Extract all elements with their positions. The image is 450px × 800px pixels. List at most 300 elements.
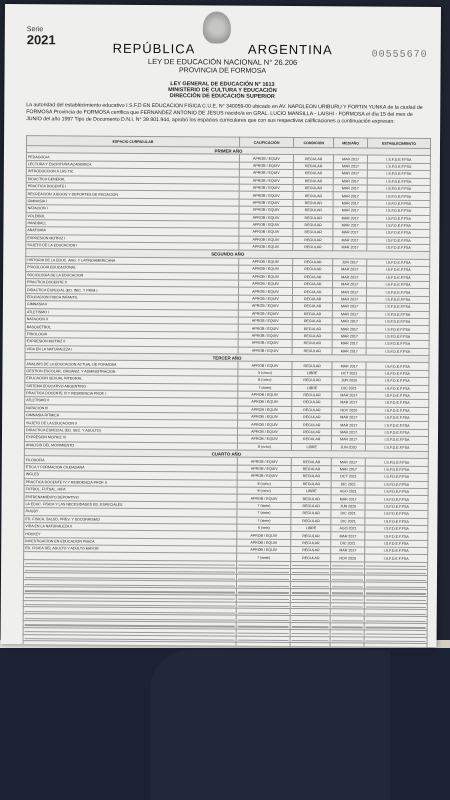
table-cell: REGULAR <box>293 295 333 303</box>
table-cell: I.S.F.D.E.F.FSA <box>367 244 430 252</box>
table-cell: MAR 2017 <box>333 318 367 326</box>
table-cell: APROB / EQUIV <box>238 339 292 347</box>
cancel-line <box>238 585 289 587</box>
table-cell: APROB / EQUIV <box>237 428 291 436</box>
table-cell: NATACION I <box>26 205 239 214</box>
table-cell: INTRODUCCION A LAS TIC <box>26 168 239 177</box>
cancel-line <box>237 633 288 635</box>
table-cell: APROB / EQUIV <box>239 169 293 177</box>
table-cell: 7 (siete) <box>237 502 291 510</box>
table-cell: 5 (cinco) <box>238 369 292 377</box>
table-cell: I.S.F.D.E.F.FSA <box>365 555 428 563</box>
section-title: CUARTO AÑO <box>24 449 428 459</box>
table-cell: REGULAR <box>292 391 332 399</box>
table-cell: FILOSOFIA <box>24 456 237 465</box>
table-cell: APROB / EQUIV <box>238 280 292 288</box>
table-cell: ATLETISMO II <box>25 397 238 406</box>
table-cell: REGULAR <box>291 473 331 481</box>
cancel-line <box>238 565 289 567</box>
table-cell: REGULAR <box>292 362 332 370</box>
table-cell: VIDA EN LA NATURALEZA II <box>24 523 237 532</box>
table-cell: I.S.F.D.E.F.FSA <box>367 215 430 223</box>
cancel-line <box>366 634 426 636</box>
table-cell: FUTBOL, FUTSAL, HIFA <box>24 486 237 495</box>
table-cell: I.S.F.D.E.F.FSA <box>367 200 430 208</box>
table-cell: REGULAR <box>291 554 331 562</box>
cancel-line <box>238 626 289 628</box>
table-cell: SUJETO DE LA EDUCACION I <box>26 242 239 251</box>
table-cell: MAR 2017 <box>332 421 366 429</box>
table-cell: APROB / EQUIV <box>237 472 291 480</box>
table-cell: I.S.F.D.E.F.FSA <box>367 281 430 289</box>
table-cell: MAR 2017 <box>332 414 366 422</box>
table-cell: I.S.F.D.E.F.FSA <box>367 259 430 267</box>
national-crest-icon <box>203 11 231 43</box>
table-cell: MAR 2017 <box>333 296 367 304</box>
table-cell: APROB / EQUIV <box>238 361 292 369</box>
table-cell: REGULAR <box>293 303 333 311</box>
table-cell: ENTRENAMIENTO DEPORTIVO <box>24 493 237 502</box>
table-cell: I.S.F.D.E.F.FSA <box>367 192 430 200</box>
table-cell: PRACTICA DOCENTE I <box>26 183 239 192</box>
table-cell: APROB / EQUIV <box>238 325 292 333</box>
table-cell: APROB / EQUIV <box>237 458 291 466</box>
table-cell: 8 (ocho) <box>237 443 291 451</box>
table-cell: I.S.F.D.E.F.FSA <box>366 303 429 311</box>
table-cell: APROB / EQUIV <box>238 310 292 318</box>
table-cell: REGULAR <box>291 539 331 547</box>
section-title: SEGUNDO AÑO <box>26 249 430 259</box>
table-cell: I.S.F.D.E.F.FSA <box>366 333 429 341</box>
table-cell: APROB / EQUIV <box>237 435 291 443</box>
table-cell: REGULAR <box>293 281 333 289</box>
table-cell: 7 (siete) <box>237 517 291 525</box>
cancel-line <box>332 627 363 628</box>
cancel-line <box>292 626 329 627</box>
table-cell: REGULAR <box>292 310 332 318</box>
country-left: REPÚBLICA <box>112 40 196 57</box>
table-cell: ED. FISICA, SALUD, PREV. Y SOCORRISMO <box>24 515 237 524</box>
table-cell: MAR 2017 <box>333 266 367 274</box>
table-cell: GIMNASIA I <box>26 197 239 206</box>
cancel-line <box>292 592 329 593</box>
table-cell: I.S.F.D.E.F.FSA <box>367 222 430 230</box>
table-cell: PRACTICA DOCENTE II <box>26 279 239 288</box>
table-cell: GIMNASIA RITMICA <box>25 412 238 421</box>
table-cell: MAR 2017 <box>333 281 367 289</box>
table-cell: HOCKEY <box>24 530 237 539</box>
cancel-line <box>332 606 363 607</box>
col-header: ESTABLECIMIENTO <box>367 138 430 148</box>
section-title: PRIMER AÑO <box>26 146 430 156</box>
table-cell: MAR 2017 <box>333 236 367 244</box>
table-cell: APROB / EQUIV <box>238 302 292 310</box>
col-header: CONDICIÓN <box>294 138 334 148</box>
table-cell: I.S.F.D.E.F.FSA <box>366 370 429 378</box>
table-cell: REGULAR <box>292 421 332 429</box>
cancel-line <box>292 606 329 607</box>
table-cell: ANALISIS DE LA EDUCACION ACTUAL DE FORMOSA <box>25 360 238 369</box>
table-cell: REGULAR <box>293 184 333 192</box>
table-cell: I.S.F.D.E.F.FSA <box>367 163 430 171</box>
table-cell: AGO 2021 <box>331 525 365 533</box>
table-cell: I.S.F.D.E.F.FSA <box>366 318 429 326</box>
table-cell: I.S.F.D.E.F.FSA <box>365 503 428 511</box>
table-cell: I.S.F.D.E.F.FSA <box>365 429 428 437</box>
table-cell: MAR 2017 <box>333 207 367 215</box>
table-cell: PEDAGOGIA <box>26 153 239 162</box>
table-cell: APROB / EQUIV <box>238 265 292 273</box>
table-cell: REGULAR <box>291 502 331 510</box>
table-cell: REGULAR <box>292 325 332 333</box>
table-cell: APROB / EQUIV <box>238 288 292 296</box>
directorate: DIRECCIÓN DE EDUCACIÓN SUPERIOR <box>169 93 275 100</box>
table-cell: EXPRESION MOTRIZ I <box>26 234 239 243</box>
table-cell: I.S.F.D.E.F.FSA <box>366 348 429 356</box>
table-cell: I.S.F.D.E.F.FSA <box>366 325 429 333</box>
table-cell: SOCIOLOGIA DE LA EDUCACION <box>26 271 239 280</box>
table-cell: MAR 2017 <box>332 429 366 437</box>
table-cell: I.S.F.D.E.F.FSA <box>365 458 428 466</box>
table-cell: I.S.F.D.E.F.FSA <box>365 547 428 555</box>
table-cell: SUJETO DE LA EDUCACION II <box>25 419 238 428</box>
table-cell: I.S.F.D.E.F.FSA <box>366 421 429 429</box>
table-cell: APROB / EQUIV <box>239 206 293 214</box>
table-cell: NATACION III <box>25 404 238 413</box>
table-cell: GESTION ESCOLAR, ORGANIZ. Y ADMINISTRACION <box>25 367 238 376</box>
blank-cell <box>364 643 427 647</box>
cancel-line <box>366 573 426 575</box>
table-cell: I.S.F.D.E.F.FSA <box>367 207 430 215</box>
table-cell: INVESTIGACION EN EDUCACION FISICA <box>24 537 237 546</box>
table-cell: APROB / EQUIV <box>239 258 293 266</box>
table-cell: MAR 2017 <box>333 310 367 318</box>
table-cell: OCT 2021 <box>332 370 366 378</box>
table-cell: APROB / EQUIV <box>239 214 293 222</box>
table-cell: MAR 2017 <box>332 458 366 466</box>
table-cell: I.S.F.D.E.F.FSA <box>366 362 429 370</box>
table-cell: I.S.F.D.E.F.FSA <box>366 399 429 407</box>
table-cell: 7 (siete) <box>238 384 292 392</box>
cancel-line <box>366 566 426 568</box>
table-cell: DIC 2021 <box>331 539 365 547</box>
table-cell: NOV 2020 <box>332 406 366 414</box>
table-cell: RUGBY <box>24 508 237 517</box>
table-cell: APROB / EQUIV <box>239 184 293 192</box>
cancel-line <box>366 593 426 595</box>
table-cell: REGULAR <box>291 517 331 525</box>
law-title: LEY DE EDUCACIÓN NACIONAL N° 26.206 <box>147 56 298 68</box>
table-cell: 7 (siete) <box>236 554 290 562</box>
table-cell: FISIOLOGIA <box>25 330 238 339</box>
table-cell: APROB / EQUIV <box>237 413 291 421</box>
serial-number: 00555670 <box>371 49 428 61</box>
cancel-line <box>366 579 426 581</box>
table-cell: 8 (ocho) <box>238 376 292 384</box>
cancel-line <box>292 599 329 600</box>
table-cell: 6 (seis) <box>237 524 291 532</box>
table-cell: REGULAR <box>293 199 333 207</box>
table-cell: I.S.F.D.E.F.FSA <box>367 170 430 178</box>
table-cell: REGULAR <box>292 317 332 325</box>
table-cell: REGULAR <box>292 347 332 355</box>
table-cell: DIDACTICA GENERAL <box>26 175 239 184</box>
table-cell: I.S.F.D.E.F.FSA <box>367 178 430 186</box>
table-cell: REGULAR <box>291 510 331 518</box>
table-cell: ANATOMIA <box>26 227 239 236</box>
section-title: TERCER AÑO <box>25 353 429 363</box>
table-cell: DIC 2021 <box>332 384 366 392</box>
table-cell: MAR 2017 <box>332 333 366 341</box>
table-cell: I.S.F.D.E.F.FSA <box>365 510 428 518</box>
table-cell: REGULAR <box>293 229 333 237</box>
table-cell: MAR 2017 <box>333 214 367 222</box>
table-cell: MAR 2017 <box>334 155 368 163</box>
table-cell: MAR 2017 <box>334 177 368 185</box>
cancel-line <box>238 592 289 594</box>
table-cell: REGULAR <box>292 406 332 414</box>
table-cell: I.S.F.D.E.F.FSA <box>365 444 428 452</box>
cancel-line <box>238 606 289 608</box>
table-cell: I.S.F.D.E.F.FSA <box>366 311 429 319</box>
table-cell: I.S.F.D.E.F.FSA <box>366 407 429 415</box>
table-cell: REGULAR <box>293 258 333 266</box>
table-cell: APROB / EQUIV <box>238 317 292 325</box>
table-cell: PSICOLOGIA EDUCACIONAL <box>26 264 239 273</box>
table-body <box>23 146 431 647</box>
table-cell: APROB / EQUIV <box>239 228 293 236</box>
table-cell: REGULAR <box>291 465 331 473</box>
table-cell: LIBRE <box>292 443 332 451</box>
cancel-line <box>237 640 288 642</box>
table-cell: APROB / EQUIV <box>238 332 292 340</box>
table-cell: MAR 2017 <box>334 185 368 193</box>
table-cell: I.S.F.D.E.F.FSA <box>365 495 428 503</box>
col-header: CALIFICACIÓN <box>239 137 293 147</box>
serie-year: 2021 <box>26 32 56 48</box>
table-cell: APROB / EQUIV <box>239 162 293 170</box>
table-cell: I.S.F.D.E.F.FSA <box>365 532 428 540</box>
table-cell: REGULAR <box>294 162 334 170</box>
table-cell: APROB / EQUIV <box>239 221 293 229</box>
table-cell: NATACION II <box>25 316 238 325</box>
person-leg-right <box>150 650 390 800</box>
table-cell: PRACTICA DOCENTE IV Y RESIDENCIA PROF. II <box>24 478 237 487</box>
table-cell: MAR 2017 <box>333 244 367 252</box>
table-cell: APROB / EQUIV <box>238 391 292 399</box>
table-cell: MAR 2017 <box>332 340 366 348</box>
table-cell: APROB / EQUIV <box>237 539 291 547</box>
cancel-line <box>238 612 289 614</box>
table-cell: I.S.F.D.E.F.FSA <box>366 392 429 400</box>
table-cell: JUN 2020 <box>331 503 365 511</box>
cancel-line <box>332 586 363 587</box>
table-cell: EDUCACION SEXUAL INTEGRAL <box>25 375 238 384</box>
table-cell: MAR 2017 <box>333 192 367 200</box>
table-cell: JUN 2020 <box>332 443 366 451</box>
table-cell: APROB / EQUIV <box>239 243 293 251</box>
table-cell: MAR 2017 <box>333 325 367 333</box>
table-cell: I.S.F.D.E.F.FSA <box>365 473 428 481</box>
table-cell: LIBRE <box>291 487 331 495</box>
table-cell: I.S.F.D.E.F.FSA <box>367 185 430 193</box>
table-cell: DIDACTICA ESPECIAL (ED. INIC. Y PRIM.) <box>25 286 238 295</box>
table-cell: LA EDUC. FISICA Y LAS NECESIDADES ED. ESPECIALES <box>24 500 237 509</box>
table-cell: I.S.F.D.E.F.FSA <box>367 274 430 282</box>
table-cell: MAR 2017 <box>331 495 365 503</box>
grades-table <box>22 135 431 647</box>
cancel-line <box>292 613 329 614</box>
table-cell: MAR 2017 <box>334 170 368 178</box>
table-cell: EDUCACION FISICA INFANTIL <box>25 293 238 302</box>
table-cell: 8 (ocho) <box>237 487 291 495</box>
table-cell: EXPRESION MOTRIZ III <box>24 434 237 443</box>
table-cell: NOV 2020 <box>331 554 365 562</box>
table-cell: RECREACION JUEGOS Y DEPORTES DE INICIACION <box>26 190 239 199</box>
table-cell: I.S.F.D.E.F.FSA <box>366 377 429 385</box>
cancel-line <box>292 586 329 587</box>
table-cell: REGULAR <box>291 495 331 503</box>
table-cell: REGULAR <box>291 547 331 555</box>
table-cell: DIC 2021 <box>331 480 365 488</box>
table-cell: I.S.F.D.E.F.FSA <box>367 229 430 237</box>
table-cell: REGULAR <box>293 192 333 200</box>
table-cell: I.S.F.D.E.F.FSA <box>365 481 428 489</box>
table-cell: ANALISIS DEL MOVIMIENTO <box>24 441 237 450</box>
certificate-sheet <box>1 4 441 647</box>
cancel-line <box>332 579 363 580</box>
table-cell: MAR 2017 <box>333 229 367 237</box>
cancel-line <box>332 633 363 634</box>
table-cell: REGULAR <box>291 480 331 488</box>
table-cell: I.S.F.D.E.F.FSA <box>365 466 428 474</box>
table-cell: I.S.F.D.E.F.FSA <box>366 340 429 348</box>
cancel-line <box>366 586 426 588</box>
table-cell: ATLETISMO I <box>25 308 238 317</box>
general-law: LEY GENERAL DE EDUCACIÓN N° 1613 <box>170 81 275 88</box>
table-cell: APROB / EQUIV <box>237 465 291 473</box>
table-cell: REGULAR <box>292 340 332 348</box>
table-cell: MAR 2017 <box>333 273 367 281</box>
table-cell: MAR 2017 <box>332 436 366 444</box>
table-cell: REGULAR <box>292 414 332 422</box>
cancel-line <box>366 627 426 629</box>
cancel-line <box>366 613 426 615</box>
table-cell: INGLES <box>24 471 237 480</box>
table-cell: REGULAR <box>293 170 333 178</box>
table-cell: PRACTICA DOCENTE III Y RESIDENCIA PROF. I <box>25 390 238 399</box>
cancel-line <box>292 633 329 634</box>
col-header: MES/AÑO <box>334 138 368 148</box>
table-cell: REGULAR <box>293 236 333 244</box>
table-cell: LIBRE <box>292 369 332 377</box>
table-cell: 7 (siete) <box>237 509 291 517</box>
table-cell: REGULAR <box>293 214 333 222</box>
table-cell: APROB / EQUIV <box>238 347 292 355</box>
table-cell: APROB / EQUIV <box>237 546 291 554</box>
table-cell: MAR 2017 <box>333 303 367 311</box>
table-cell: LECTURA Y ESCRITURA ACADEMICA <box>26 160 239 169</box>
table-cell: APROB / EQUIV <box>239 155 293 163</box>
cancel-line <box>238 619 289 621</box>
table-cell: JUN 2017 <box>333 259 367 267</box>
table-cell: MAR 2017 <box>333 200 367 208</box>
table-cell: I.S.F.D.E.F.FSA <box>365 525 428 533</box>
table-cell: MAR 2017 <box>332 399 366 407</box>
table-cell: MAR 2017 <box>332 362 366 370</box>
table-cell: REGULAR <box>293 266 333 274</box>
table-cell: I.S.F.D.E.F.FSA <box>367 237 430 245</box>
table-cell: ETICA Y FORMACION CIUDADANA <box>24 463 237 472</box>
serie-label: Serie <box>26 26 44 34</box>
cancel-line <box>292 620 329 621</box>
table-cell: APROB / EQUIV <box>239 236 293 244</box>
table-cell: SISTEMA EDUCATIVO ARGENTINO <box>25 382 238 391</box>
table-cell: I.S.F.D.E.F.FSA <box>365 518 428 526</box>
table-cell: AGO 2021 <box>331 488 365 496</box>
table-cell: BASQUETBOL <box>25 323 238 332</box>
cancel-line <box>366 606 426 608</box>
table-cell: REGULAR <box>292 436 332 444</box>
table-cell: REGULAR <box>292 428 332 436</box>
table-cell: APROB / EQUIV <box>239 191 293 199</box>
table-cell: APROB / EQUIV <box>238 406 292 414</box>
table-cell: MAR 2017 <box>333 222 367 230</box>
table-cell: APROB / EQUIV <box>238 273 292 281</box>
col-header: ESPACIO CURRICULAR <box>27 136 240 147</box>
table-cell: DIDACTICA ESPECIAL (ED. SEC. Y ADULTO) <box>24 426 237 435</box>
cancel-line <box>366 640 426 642</box>
table-cell: REGULAR <box>293 244 333 252</box>
table-cell: I.S.F.D.E.F.FSA <box>366 385 429 393</box>
table-cell: REGULAR <box>293 221 333 229</box>
table-cell: APROB / EQUIV <box>237 531 291 539</box>
table-cell: GIMNASIA II <box>25 301 238 310</box>
table-cell: APROB / EQUIV <box>237 494 291 502</box>
table-cell: HANDBALL <box>26 220 239 229</box>
cancel-line <box>238 578 289 580</box>
table-cell: MAR 2017 <box>332 347 366 355</box>
cancel-line <box>292 579 329 580</box>
table-cell: I.S.F.D.E.F.FSA <box>367 266 430 274</box>
table-cell: REGULAR <box>293 273 333 281</box>
table-cell: REGULAR <box>292 332 332 340</box>
table-cell: REGULAR <box>292 399 332 407</box>
table-cell: REGULAR <box>292 377 332 385</box>
cancel-line <box>332 565 363 566</box>
table-cell: MAR 2017 <box>331 532 365 540</box>
table-cell: OCT 2021 <box>332 473 366 481</box>
table-cell: JUN 2020 <box>332 377 366 385</box>
cancel-line <box>238 572 289 574</box>
certification-paragraph: La autoridad del establecimiento educativo I.S.F.D EN EDUCACION FISICA C.U.E. N° 340059-00 ubicado en AV. NAPOLEON URIBURU Y FORTIN YUNKA de la ciudad de FORMOSA Provincia de FORMOSA certifica que FERNANDEZ ANTONIO DE JESUS nacido/a en GRAL. LUCIO MANSILLA - LAISHI - FORMOSA el día 15 del mes de JUNIO del año 1997 Tipo de Documento D.N.I. N° 39.901.944, aprobó los espacios curriculares que con sus respectivas calificaciones a continuación expresan: <box>26 102 423 125</box>
table-cell: I.S.F.D.E.F.FSA <box>365 540 428 548</box>
table-cell: DIC 2021 <box>331 510 365 518</box>
table-cell: APROB / EQUIV <box>239 199 293 207</box>
table-cell: LIBRE <box>292 384 332 392</box>
table-cell: APROB / EQUIV <box>238 295 292 303</box>
table-cell: REGULAR <box>291 458 331 466</box>
table-cell: REGULAR <box>294 155 334 163</box>
cancel-line <box>238 599 289 601</box>
cancel-line <box>292 572 329 573</box>
table-cell: I.S.F.D.E.F.FSA <box>365 436 428 444</box>
table-cell: I.S.F.D.E.F.FSA <box>366 414 429 422</box>
table-cell: REGULAR <box>293 207 333 215</box>
table-cell: APROB / EQUIV <box>239 177 293 185</box>
cancel-line <box>332 599 363 600</box>
cancel-line <box>366 620 426 622</box>
